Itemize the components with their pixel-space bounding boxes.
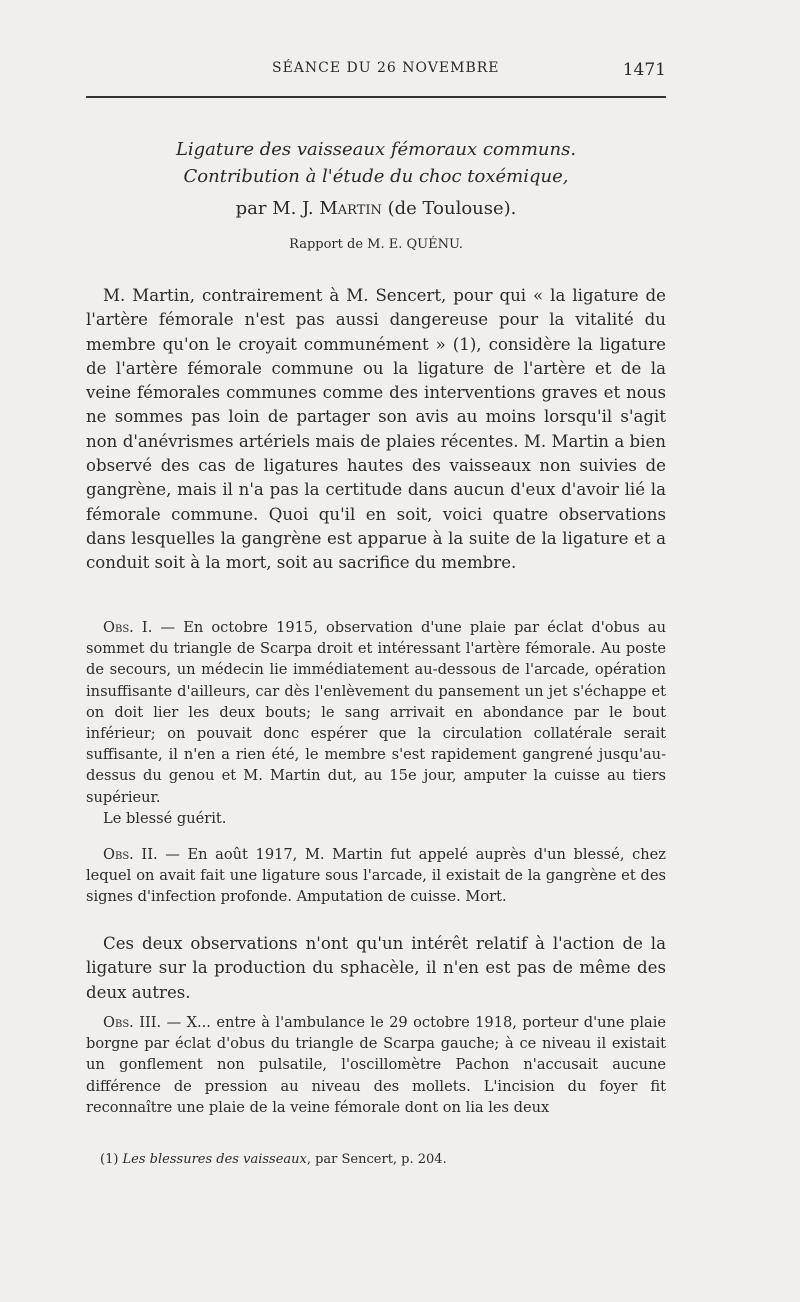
obs3-label: Obs. III. <box>103 1014 162 1031</box>
footnote-rest: , par Sencert, p. 204. <box>306 1152 447 1167</box>
byline-suffix: (de Toulouse). <box>381 198 517 219</box>
obs2-label: Obs. II. <box>103 846 158 863</box>
obs1-end: Le blessé guérit. <box>103 809 227 827</box>
article-title-line2: Contribution à l'étude du choc toxémique, <box>183 166 569 187</box>
header-rule <box>86 96 666 98</box>
observation-3 <box>86 1012 666 1118</box>
observation-1 <box>86 617 666 829</box>
mid-text: Ces deux observations n'ont qu'un intérêt relatif à l'action de la ligature sur la production du sphacèle, il n'en est pas de même des deux autres. <box>86 934 666 1002</box>
intro-text: M. Martin, contrairement à M. Sencert, pour qui « la ligature de l'artère fémorale n'est pas aussi dangereuse pour la vitalité du membre qu'on le croyait communément » (1), considère la ligature de l'artère fémorale commune ou la ligature de l'artère et de la veine fémorales communes comme des interventions graves et nous ne sommes pas loin de partager son avis au moins lorsqu'il s'agit non d'anévrismes artériels mais de plaies récentes. M. Martin a bien observé des cas de ligatures hautes des vaisseaux non suivies de gangrène, mais il n'a pas la certitude dans aucun d'eux d'avoir lié la fémorale commune. Quoi qu'il en soit, voici quatre observations dans lesquelles la gangrène est apparue à la suite de la ligature et a conduit soit à la mort, soit au sacrifice du membre. <box>86 286 666 573</box>
obs1-label: Obs. I. <box>103 619 153 636</box>
middle-paragraph <box>86 932 666 1005</box>
article-title-line1: Ligature des vaisseaux fémoraux communs. <box>175 139 577 160</box>
byline-prefix: par M. J. <box>235 198 320 219</box>
obs3-text: — X... entre à l'ambulance le 29 octobre 1918, porteur d'une plaie borgne par éclat d'obus du triangle de Scarpa gauche; à ce niveau il existait un gonflement non pulsatile, l'oscillomètre Pachon n'accusait aucune différence de pression au niveau des mollets. L'incision du foyer fit reconnaître une plaie de la veine fémorale dont on lia les deux <box>86 1014 666 1116</box>
byline-author: Martin <box>319 198 382 219</box>
intro-paragraph <box>86 284 666 576</box>
report-line: Rapport de M. E. QUÉNU. <box>289 237 463 252</box>
running-header <box>86 60 666 84</box>
article-title <box>86 136 666 190</box>
obs2-text: — En août 1917, M. Martin fut appelé auprès d'un blessé, chez lequel on avait fait une ligature sous l'arcade, il existait de la gangrène et des signes d'infection profonde. Amputation de cuisse. Mort. <box>86 846 666 906</box>
footnote-title: Les blessures des vaisseaux <box>122 1152 307 1167</box>
byline <box>86 198 666 219</box>
footnote <box>86 1152 680 1167</box>
page-number: 1471 <box>622 60 666 80</box>
obs1-text: — En octobre 1915, observation d'une plaie par éclat d'obus au sommet du triangle de Scarpa droit et intéressant l'artère fémorale. Au poste de secours, un médecin lie immédiatement au-dessous de l'arcade, opération insuffisante d'ailleurs, car dès l'enlèvement du pansement un jet s'échappe et on doit lier les deux bouts; le sang arrivait en abondance par le bout inférieur; on pouvait donc espérer que la circulation collatérale serait suffisante, il n'en a rien été, le membre s'est rapidement gangrené jusqu'au-dessus du genou et M. Martin dut, au 15e jour, amputer la cuisse au tiers supérieur. <box>86 619 666 806</box>
observation-2 <box>86 844 666 908</box>
footnote-marker: (1) <box>100 1152 123 1167</box>
running-title: SÉANCE DU 26 NOVEMBRE <box>272 60 500 76</box>
